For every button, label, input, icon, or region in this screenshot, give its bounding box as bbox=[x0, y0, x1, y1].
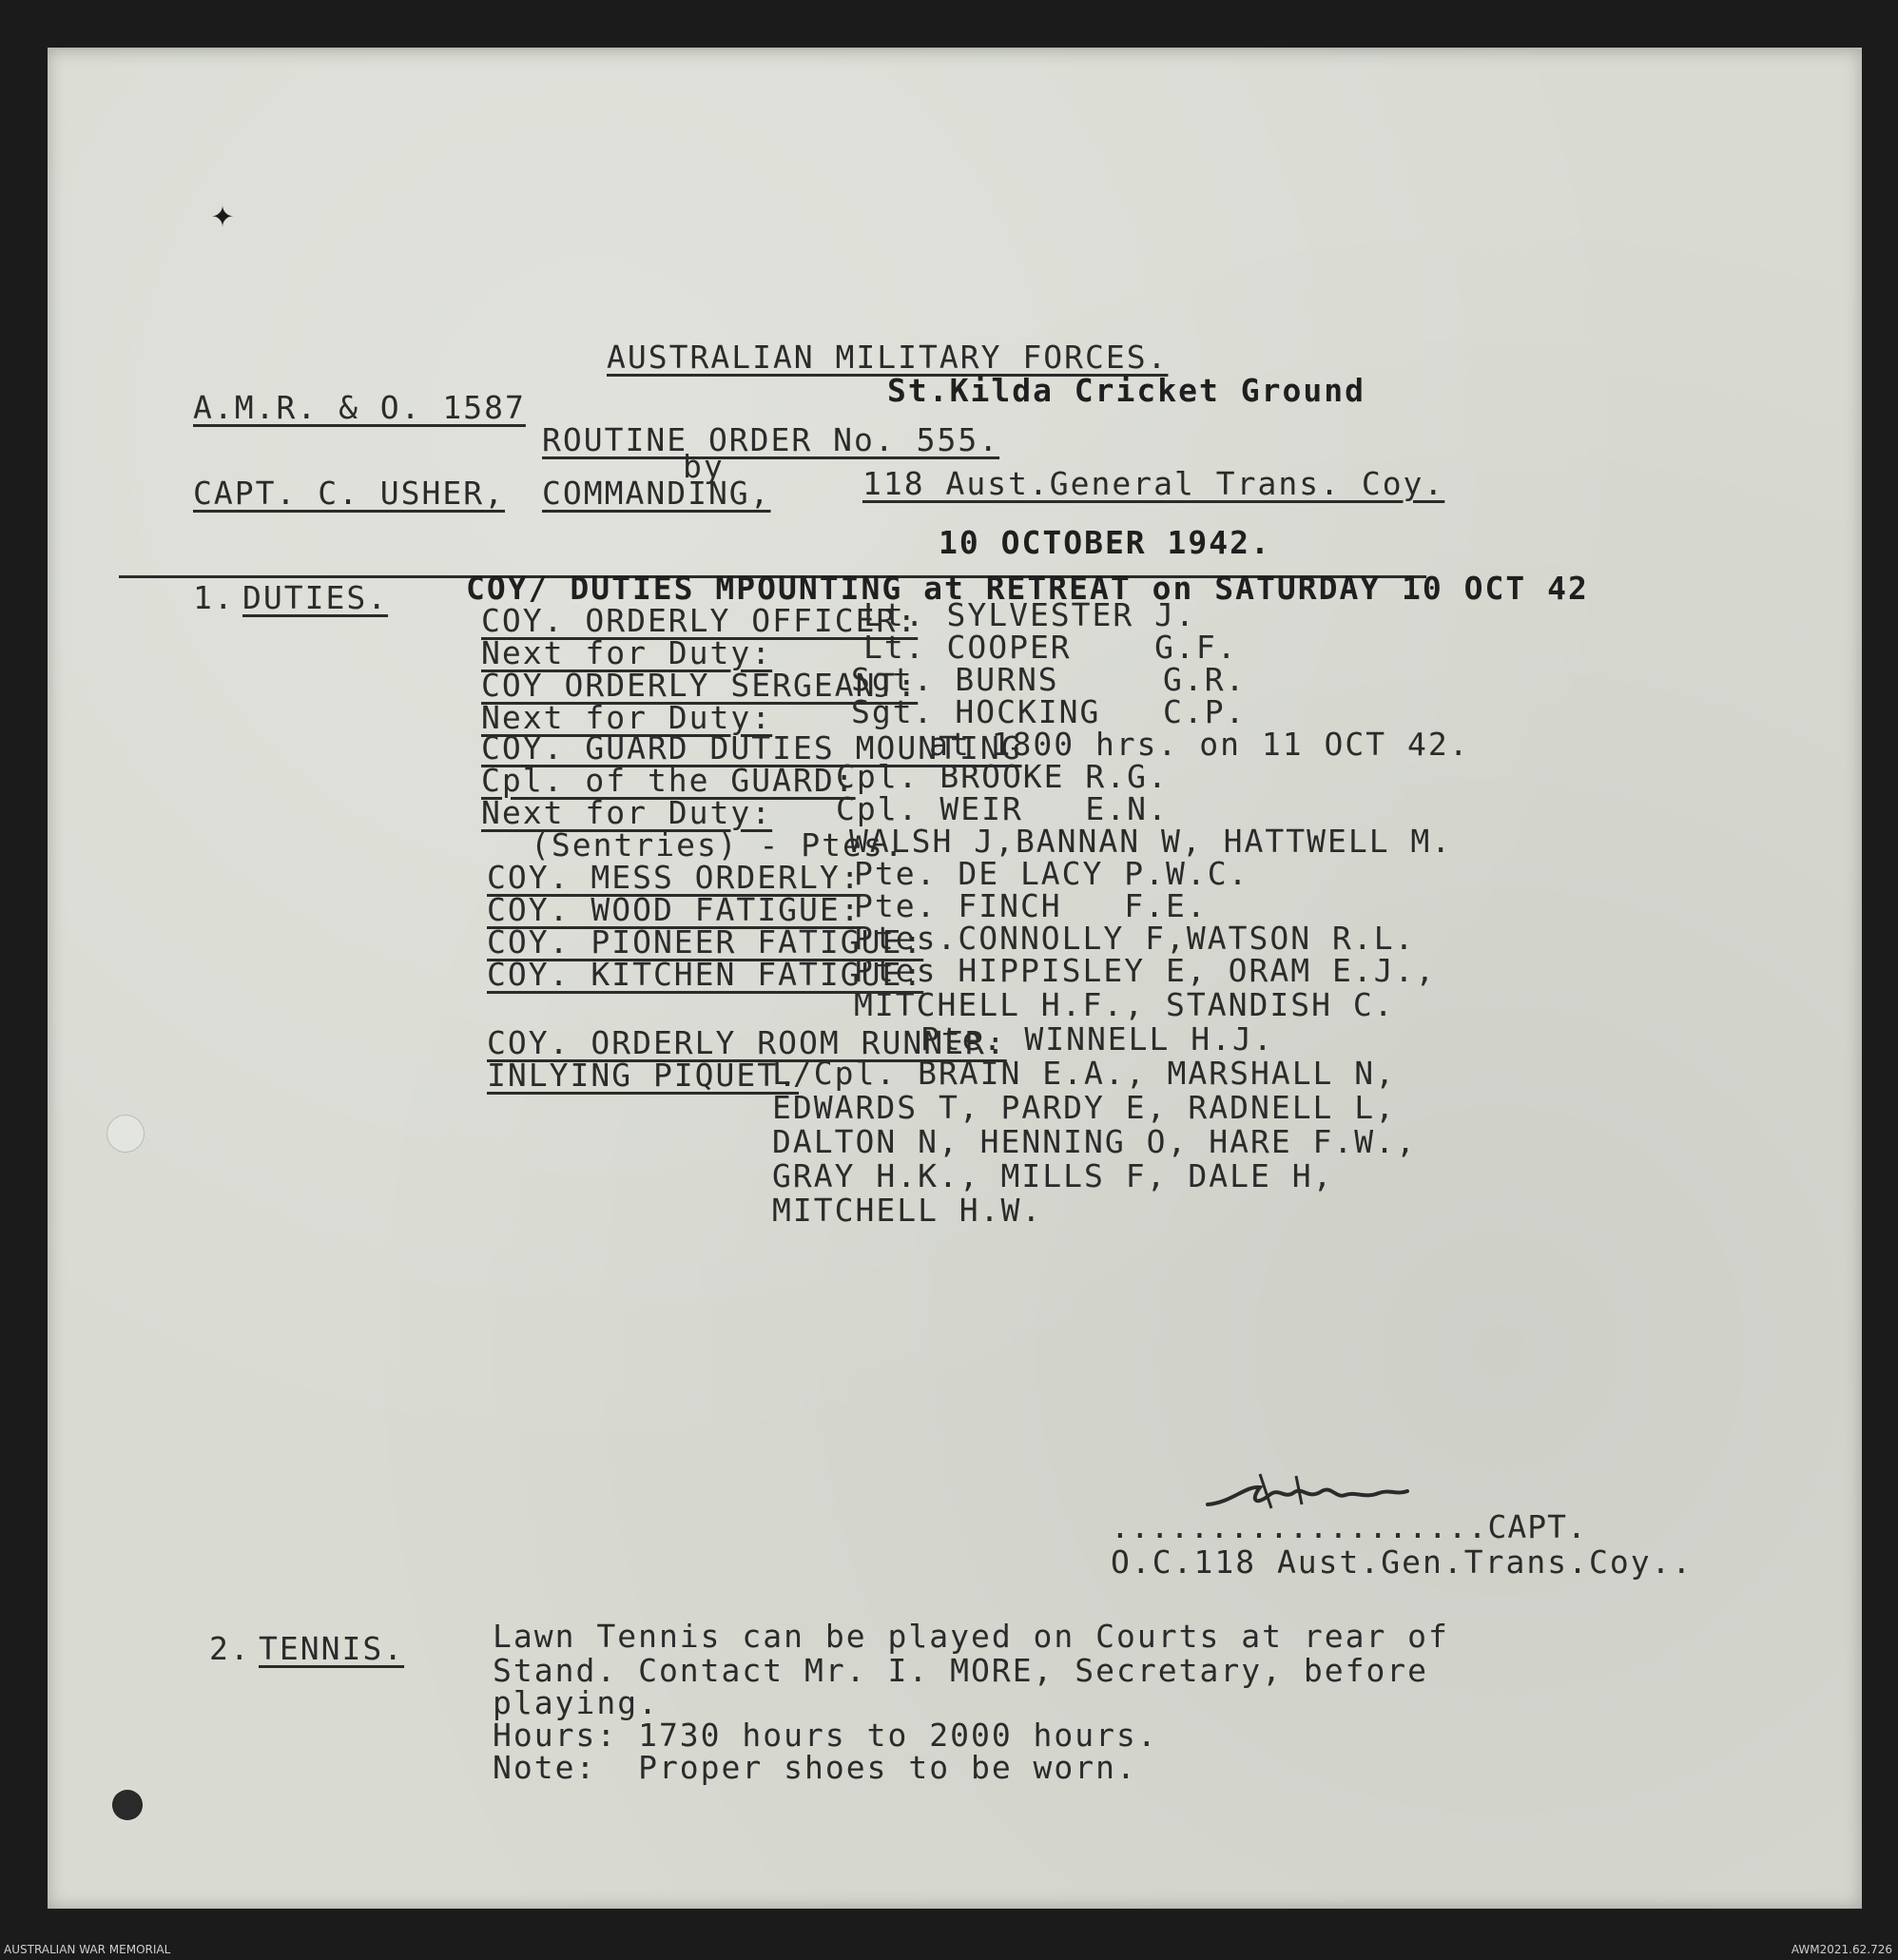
tennis-line: Hours: 1730 hours to 2000 hours. bbox=[493, 1717, 1158, 1754]
duty-value: WALSH J,BANNAN W, HATTWELL M. bbox=[849, 823, 1453, 860]
duties-intro: COY/ DUTIES MPOUNTING at RETREAT on SATURDAY 10 OCT 42 bbox=[466, 570, 1589, 607]
tennis-line: Stand. Contact Mr. I. MORE, Secretary, before bbox=[493, 1652, 1429, 1689]
duty-label: COY. PIONEER FATIGUE: bbox=[487, 923, 924, 961]
duty-value: Cpl. WEIR E.N. bbox=[836, 790, 1169, 827]
by-text: by bbox=[683, 448, 725, 485]
duty-value: EDWARDS T, PARDY E, RADNELL L, bbox=[772, 1089, 1397, 1126]
duty-value: Lt. SYLVESTER J. bbox=[863, 596, 1196, 633]
duty-label: COY. ORDERLY OFFICER: bbox=[481, 602, 919, 639]
duty-value: GRAY H.K., MILLS F, DALE H, bbox=[772, 1157, 1334, 1194]
duty-value: L/Cpl. BRAIN E.A., MARSHALL N, bbox=[772, 1055, 1397, 1092]
punch-hole bbox=[107, 1115, 145, 1153]
duty-label: Next for Duty: bbox=[481, 634, 773, 671]
location-text: St.Kilda Cricket Ground bbox=[887, 372, 1365, 409]
section-number: 2. bbox=[209, 1630, 251, 1667]
commanding-label: COMMANDING, bbox=[542, 475, 771, 512]
amr-reference: A.M.R. & O. 1587 bbox=[193, 389, 526, 426]
signature-line: ...................CAPT. bbox=[1111, 1508, 1587, 1545]
duty-label: COY. KITCHEN FATIGUE: bbox=[487, 956, 924, 993]
duty-value: MITCHELL H.F., STANDISH C. bbox=[854, 986, 1395, 1023]
tennis-line: playing. bbox=[493, 1684, 659, 1721]
punch-hole bbox=[112, 1790, 143, 1820]
duty-value: Lt. COOPER G.F. bbox=[863, 629, 1238, 666]
section-number: 1. bbox=[193, 579, 235, 616]
forces-heading: AUSTRALIAN MILITARY FORCES. bbox=[607, 339, 1169, 376]
duty-value: Ptes.CONNOLLY F,WATSON R.L. bbox=[854, 920, 1416, 957]
duty-label: Cpl. of the GUARD: bbox=[481, 762, 856, 799]
duty-label: INLYING PIQUET. bbox=[487, 1057, 800, 1094]
section-title-duties: DUTIES. bbox=[242, 579, 389, 616]
duty-value: Cpl. BROOKE R.G. bbox=[836, 758, 1169, 795]
commander-name: CAPT. C. USHER, bbox=[193, 475, 506, 512]
routine-order-number: ROUTINE ORDER No. 555. bbox=[542, 421, 1000, 458]
section-title-tennis: TENNIS. bbox=[259, 1630, 405, 1667]
duty-label: (Sentries) - Ptes. bbox=[531, 826, 905, 864]
duty-label: COY. ORDERLY ROOM RUNNER: bbox=[487, 1024, 1007, 1061]
duty-label: Next for Duty: bbox=[481, 794, 773, 831]
officer-commanding-title: O.C.118 Aust.Gen.Trans.Coy.. bbox=[1111, 1543, 1694, 1581]
duty-value: Pte. WINNELL H.J. bbox=[920, 1020, 1274, 1058]
duty-label: COY. GUARD DUTIES MOUNTING bbox=[481, 729, 1022, 767]
archive-credit: AUSTRALIAN WAR MEMORIAL bbox=[4, 1943, 171, 1956]
archive-reference: AWM2021.62.726 bbox=[1791, 1943, 1892, 1956]
duty-value: Pte. FINCH F.E. bbox=[854, 887, 1208, 924]
duty-value: DALTON N, HENNING O, HARE F.W., bbox=[772, 1123, 1417, 1160]
tennis-line: Lawn Tennis can be played on Courts at rear of bbox=[493, 1618, 1449, 1655]
duty-value: Pte. DE LACY P.W.C. bbox=[854, 855, 1249, 892]
duty-value: at 1800 hrs. on 11 OCT 42. bbox=[929, 726, 1470, 763]
tennis-line: Note: Proper shoes to be worn. bbox=[493, 1749, 1137, 1786]
duty-label: Next for Duty: bbox=[481, 699, 773, 736]
punch-mark-icon: ✦ bbox=[211, 192, 235, 236]
unit-name: 118 Aust.General Trans. Coy. bbox=[862, 465, 1445, 502]
duty-value: MITCHELL H.W. bbox=[772, 1192, 1043, 1229]
duty-label: COY. WOOD FATIGUE: bbox=[487, 891, 862, 928]
document-page bbox=[48, 48, 1862, 1909]
duty-value: Ptes HIPPISLEY E, ORAM E.J., bbox=[854, 952, 1437, 989]
duty-label: COY. MESS ORDERLY: bbox=[487, 859, 862, 896]
duty-value: Sgt. HOCKING C.P. bbox=[851, 693, 1247, 730]
duty-label: COY ORDERLY SERGEANT: bbox=[481, 667, 919, 704]
duty-value: Sgt. BURNS G.R. bbox=[851, 661, 1247, 698]
order-date: 10 OCTOBER 1942. bbox=[939, 524, 1271, 561]
